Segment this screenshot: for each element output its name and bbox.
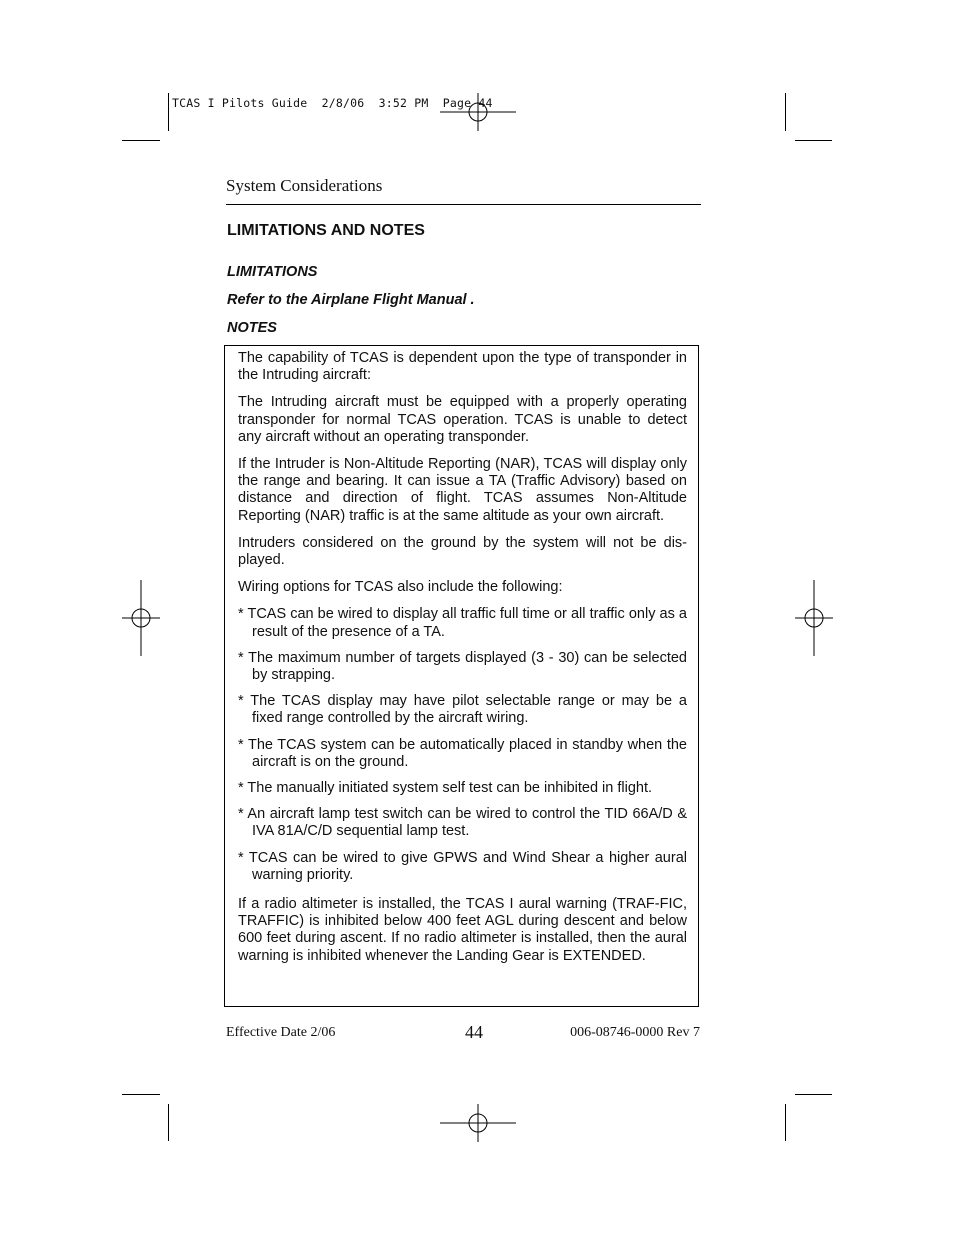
wiring-option-item: * The manually initiated system self test can be inhibited in flight. [238,780,653,797]
footer-doc-number: 006-08746-0000 Rev 7 [570,1025,700,1040]
notes-paragraph: The capability of TCAS is dependent upon the type of transponder in the Intruding aircraft: [238,350,687,384]
print-slug: TCAS I Pilots Guide 2/8/06 3:52 PM Page 44 [172,96,493,110]
limitations-label: LIMITATIONS [227,264,318,280]
wiring-option-item: * The TCAS system can be automatically placed in standby when the aircraft is on the ground. [238,736,687,770]
crop-mark-top-left-vertical [168,93,169,131]
header-rule [226,204,701,205]
crop-mark-top-right-horizontal [795,140,832,141]
page-heading: LIMITATIONS AND NOTES [227,222,425,239]
wiring-option-item: * TCAS can be wired to display all traffic full time or all traffic only as a result of the presence of a TA. [238,606,687,640]
notes-box [224,345,699,1007]
registration-mark-top [440,93,516,131]
notes-paragraph: If the Intruder is Non-Altitude Reporting (NAR), TCAS will display only the range and bearing. It can issue a TA (Traffic Advisory) based on distance and direction of flight. TCAS assumes Non-Altitude Reporting (NAR) traffic is at the same altitude as your own aircraft. [238,456,687,524]
crop-mark-bottom-right-vertical [785,1104,786,1141]
wiring-option-item: * An aircraft lamp test switch can be wired to control the TID 66A/D & IVA 81A/C/D sequential lamp test. [238,806,687,840]
notes-paragraph: If a radio altimeter is installed, the TCAS I aural warning (TRAF-FIC, TRAFFIC) is inhibited below 400 feet AGL during descent and below 600 feet during ascent. If no radio altimeter is installed, then the aural warning is inhibited whenever the Landing Gear is EXTENDED. [238,896,687,964]
wiring-option-item: * TCAS can be wired to give GPWS and Wind Shear a higher aural warning priority. [238,849,687,883]
page-number: 44 [465,1022,483,1042]
crop-mark-bottom-right-horizontal [795,1094,832,1095]
registration-mark-right [795,580,833,656]
notes-paragraph: Wiring options for TCAS also include the following: [238,579,563,596]
notes-paragraph: The Intruding aircraft must be equipped with a properly operating transponder for normal TCAS operation. TCAS is unable to detect any aircraft without an operating transponder. [238,394,687,445]
notes-paragraph: Intruders considered on the ground by the system will not be dis-played. [238,534,687,569]
section-title: System Considerations [226,176,383,195]
limitations-text: Refer to the Airplane Flight Manual . [227,292,475,308]
registration-mark-left [122,580,160,656]
registration-mark-bottom [440,1104,516,1142]
notes-label: NOTES [227,320,277,336]
crop-mark-bottom-left-horizontal [122,1094,160,1095]
crop-mark-bottom-left-vertical [168,1104,169,1141]
crop-mark-top-right-vertical [785,93,786,131]
wiring-option-item: * The TCAS display may have pilot selectable range or may be a fixed range controlled by the aircraft wiring. [238,693,687,727]
crop-mark-top-left-horizontal [122,140,160,141]
wiring-option-item: * The maximum number of targets displayed (3 - 30) can be selected by strapping. [238,649,687,684]
footer-effective-date: Effective Date 2/06 [226,1025,336,1040]
